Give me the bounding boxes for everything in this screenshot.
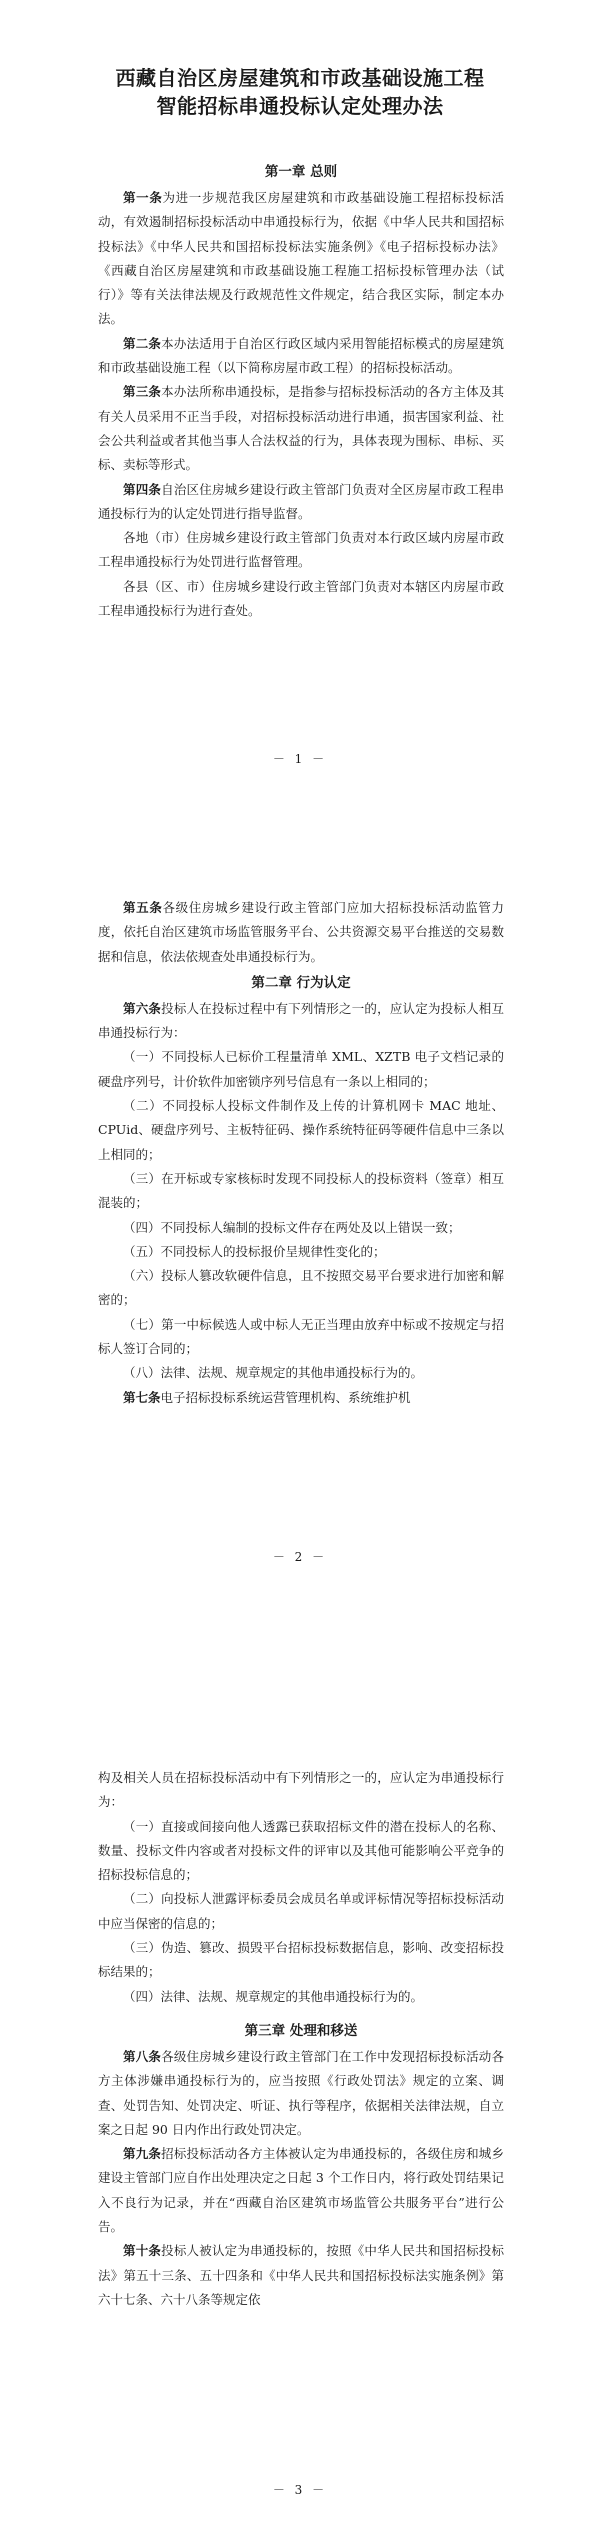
title-line-1: 西藏自治区房屋建筑和市政基础设施工程 xyxy=(115,66,485,90)
title-line-2: 智能招标串通投标认定处理办法 xyxy=(156,94,444,118)
article-5-text: 各级住房城乡建设行政主管部门应加大招标投标活动监管力度，依托自治区建筑市场监管服务平台、公共资源交易平台推送的交易数据和信息，依法依规查处串通投标行为。 xyxy=(98,900,504,964)
article-7-item-1: （一）直接或间接向他人透露已获取招标文件的潜在投标人的名称、数量、投标文件内容或者对投标文件的评审以及其他可能影响公平竞争的招标投标信息的； xyxy=(98,1818,504,1883)
article-4-label: 第四条 xyxy=(123,481,162,497)
article-4-text: 自治区住房城乡建设行政主管部门负责对全区房屋市政工程串通投标行为的认定处罚进行指导监督。 xyxy=(98,481,504,521)
article-6-item-8: （八）法律、法规、规章规定的其他串通投标行为的。 xyxy=(123,1365,424,1381)
document-title xyxy=(0,64,600,120)
page-1 xyxy=(0,0,600,848)
article-1-label: 第一条 xyxy=(123,190,163,205)
article-4-paragraph-2: 各地（市）住房城乡建设行政主管部门负责对本行政区域内房屋市政工程串通投标行为处罚进行监督管理。 xyxy=(98,530,504,570)
article-5 xyxy=(98,896,504,969)
article-2 xyxy=(98,332,504,381)
article-8-label: 第八条 xyxy=(123,2048,162,2064)
article-4-paragraph-3: 各县（区、市）住房城乡建设行政主管部门负责对本辖区内房屋市政工程串通投标行为进行查处。 xyxy=(98,578,504,619)
article-8 xyxy=(98,2045,504,2142)
article-7-continuation: 构及相关人员在招标投标活动中有下列情形之一的，应认定为串通投标行为： xyxy=(98,1770,504,1810)
article-6-text: 投标人在投标过程中有下列情形之一的，应认定为投标人相互串通投标行为： xyxy=(98,1000,504,1041)
page-2 xyxy=(0,848,600,1696)
chapter-3-heading: 第三章 处理和移送 xyxy=(244,2022,358,2039)
article-2-text: 本办法适用于自治区行政区域内采用智能招标模式的房屋建筑和市政基础设施工程（以下简称房屋市政工程）的招标投标活动。 xyxy=(98,335,504,376)
article-6-item-2: （二）不同投标人投标文件制作及上传的计算机网卡 MAC 地址、CPUid、硬盘序列号、主板特征码、操作系统特征码等硬件信息中三条以上相同的； xyxy=(98,1098,504,1162)
article-2-label: 第二条 xyxy=(123,335,162,351)
chapter-1-heading: 第一章 总则 xyxy=(264,164,338,180)
article-6-item-3: （三）在开标或专家核标时发现不同投标人的投标资料（签章）相互混装的； xyxy=(98,1170,504,1211)
article-5-label: 第五条 xyxy=(123,900,163,915)
article-10-text: 投标人被认定为串通投标的，按照《中华人民共和国招标投标法》第五十三条、五十四条和《中华人民共和国招标投标法实施条例》第六十七条、六十八条等规定依 xyxy=(98,2243,504,2307)
article-6-item-1: （一）不同投标人已标价工程量清单 XML、XZTB 电子文档记录的硬盘序列号，计价软件加密锁序列号信息有一条以上相同的； xyxy=(98,1049,504,1089)
article-6-item-5: （五）不同投标人的投标报价呈规律性变化的； xyxy=(123,1243,386,1259)
article-7-label: 第七条 xyxy=(123,1389,161,1405)
article-3-text: 本办法所称串通投标，是指参与招标投标活动的各方主体及其有关人员采用不正当手段，对招标投标活动进行串通，损害国家利益、社会公共利益或者其他当事人合法权益的行为，具体表现为围标、串标、买标、卖标等形式。 xyxy=(98,384,504,473)
article-7-item-3: （三）伪造、篡改、损毁平台招标投标数据信息，影响、改变招标投标结果的； xyxy=(98,1940,504,1980)
article-7-item-4: （四）法律、法规、规章规定的其他串通投标行为的。 xyxy=(123,1988,424,2004)
article-10 xyxy=(98,2239,504,2312)
article-9 xyxy=(98,2142,504,2239)
article-4 xyxy=(98,478,504,527)
page-3-content xyxy=(98,1766,504,2312)
page-2-content xyxy=(98,896,504,1410)
article-6 xyxy=(98,997,504,1046)
article-3-label: 第三条 xyxy=(123,384,162,400)
article-6-item-4: （四）不同投标人编制的投标文件存在两处及以上错误一致； xyxy=(123,1219,461,1235)
article-1 xyxy=(98,186,504,332)
page-number-1: － 1 － xyxy=(272,752,328,766)
page-number-3: － 3 － xyxy=(272,2483,328,2497)
article-3 xyxy=(98,380,504,477)
article-6-item-6: （六）投标人篡改软硬件信息，且不按照交易平台要求进行加密和解密的； xyxy=(98,1268,504,1308)
article-1-text: 为进一步规范我区房屋建筑和市政基础设施工程招标投标活动，有效遏制招标投标活动中串通投标行为，依据《中华人民共和国招标投标法》《中华人民共和国招标投标法实施条例》《电子招标投标办法》《西藏自治区房屋建筑和市政基础设施工程施工招标投标管理办法（试行）》等有关法律法规及行政规范性文件规定，结合我区实际，制定本办法。 xyxy=(98,190,504,327)
page-1-content xyxy=(98,162,504,623)
page-3 xyxy=(0,1696,600,2544)
article-8-text: 各级住房城乡建设行政主管部门在工作中发现招标投标活动各方主体涉嫌串通投标行为的，应当按照《行政处罚法》规定的立案、调查、处罚告知、处罚决定、听证、执行等程序，依据相关法律法规，自立案之日起 90 日内作出行政处罚决定。 xyxy=(98,2048,504,2137)
article-10-label: 第十条 xyxy=(123,2243,162,2259)
article-9-label: 第九条 xyxy=(123,2146,162,2162)
article-6-item-7: （七）第一中标候选人或中标人无正当理由放弃中标或不按规定与招标人签订合同的； xyxy=(98,1316,504,1357)
article-7-item-2: （二）向投标人泄露评标委员会成员名单或评标情况等招标投标活动中应当保密的信息的； xyxy=(98,1891,504,1931)
article-9-text: 招标投标活动各方主体被认定为串通投标的，各级住房和城乡建设主管部门应自作出处理决定之日起 3 个工作日内，将行政处罚结果记入不良行为记录，并在“西藏自治区建筑市场监管公共服务平台”进行公告。 xyxy=(98,2146,504,2235)
article-6-label: 第六条 xyxy=(123,1000,162,1016)
article-7-text-start: 电子招标投标系统运营管理机构、系统维护机 xyxy=(160,1389,411,1405)
article-7 xyxy=(98,1386,504,1410)
page-number-2: － 2 － xyxy=(272,1550,328,1564)
chapter-2-heading: 第二章 行为认定 xyxy=(251,974,351,991)
